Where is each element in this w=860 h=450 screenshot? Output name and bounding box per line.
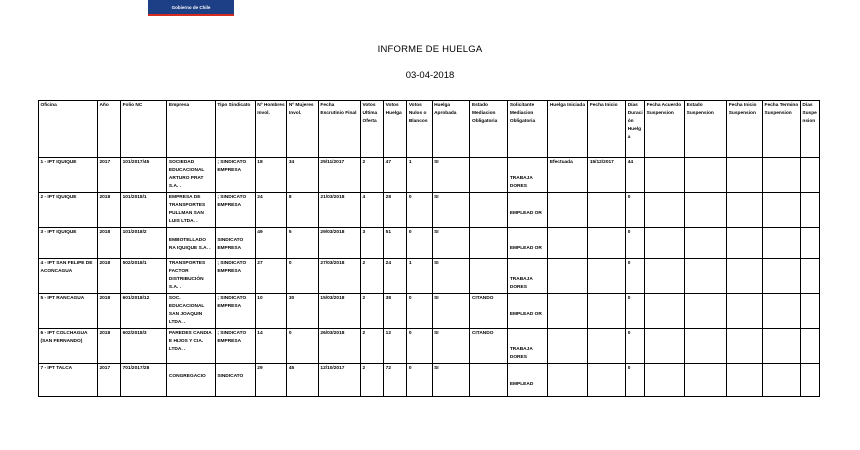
oficina-cell [39, 294, 98, 329]
column-header: Empresa [167, 101, 215, 158]
suspension-end-cell [763, 294, 801, 329]
column-header: Huelga Aprobada [432, 101, 470, 158]
oficina-text: 6 - IPT COLCHAGUA (SAN FERNANDO) [40, 331, 88, 344]
suspension-status-cell [685, 158, 727, 193]
men-count-text: 10 [257, 296, 263, 301]
folio-cell [121, 329, 167, 364]
strike-started-text: Efectuada [549, 160, 573, 165]
women-count-cell [287, 193, 319, 228]
company-text: SOCIEDAD EDUCACIONAL ARTURO PRAT S.A. . [168, 160, 205, 189]
column-header: Fecha Acuerdo Suspension [645, 101, 685, 158]
suspension-start-cell [727, 158, 763, 193]
year-text: 2018 [99, 230, 111, 235]
strike-votes-cell [384, 158, 407, 193]
suspension-start-cell [727, 329, 763, 364]
column-header: Tipo Sindicato [215, 101, 255, 158]
women-count-cell [287, 294, 319, 329]
men-count-text: 27 [257, 261, 263, 266]
company-cell [167, 294, 215, 329]
men-count-text: 14 [257, 331, 263, 336]
company-cell [167, 158, 215, 193]
null-votes-cell [407, 329, 432, 364]
null-votes-cell [407, 294, 432, 329]
last-offer-votes-cell [361, 294, 384, 329]
folio-text: 101/2018/2 [122, 230, 147, 235]
oficina-cell [39, 329, 98, 364]
table-row [39, 329, 820, 364]
last-offer-votes-cell [361, 228, 384, 259]
suspension-status-cell [685, 259, 727, 294]
folio-text: 101/2018/1 [122, 195, 147, 200]
women-count-text: 34 [288, 160, 295, 165]
strike-approved-cell [432, 294, 470, 329]
strike-votes-cell [384, 228, 407, 259]
company-cell [167, 329, 215, 364]
men-count-cell [255, 193, 287, 228]
column-header: Días Suspension [800, 101, 819, 158]
year-text: 2018 [99, 296, 111, 301]
strike-votes-text: 12 [385, 331, 392, 336]
start-date-cell [588, 259, 626, 294]
last-offer-votes-text: 2 [362, 331, 366, 336]
union-type-text: ; SINDICATO EMPRESA [217, 296, 247, 309]
men-count-cell [255, 228, 287, 259]
column-header: Estado Suspension [685, 101, 727, 158]
final-count-date-cell [318, 228, 360, 259]
strike-votes-cell [384, 294, 407, 329]
union-type-text: ; SINDICATO EMPRESA [217, 160, 247, 173]
men-count-cell [255, 259, 287, 294]
company-text: EMBOTELLADO RA IQUIQUE S.A. . [168, 238, 211, 251]
column-header: Huelga Iniciada [548, 101, 588, 158]
mediation-status-cell [470, 364, 508, 397]
suspension-agreement-date-cell [645, 193, 685, 228]
strike-days-text: 44 [627, 160, 634, 165]
table-row [39, 193, 820, 228]
strike-approved-text: SI [434, 261, 439, 266]
last-offer-votes-text: 3 [362, 230, 366, 235]
year-cell [97, 329, 120, 364]
final-count-date-cell [318, 329, 360, 364]
oficina-cell [39, 364, 98, 397]
last-offer-votes-text: 2 [362, 261, 366, 266]
logo-text: Gobierno de Chile [171, 4, 211, 10]
women-count-cell [287, 364, 319, 397]
mediation-requester-cell [508, 364, 548, 397]
year-cell [97, 259, 120, 294]
folio-text: 101/2017/45 [122, 160, 150, 165]
column-header: Folio NC [121, 101, 167, 158]
strike-approved-text: SI [434, 296, 439, 301]
null-votes-cell [407, 259, 432, 294]
folio-text: 701/2017/28 [122, 366, 150, 371]
null-votes-cell [407, 158, 432, 193]
men-count-text: 24 [257, 195, 263, 200]
null-votes-cell [407, 193, 432, 228]
men-count-text: 29 [257, 366, 263, 371]
women-count-text: 8 [288, 195, 292, 200]
start-date-text: 15/12/2017 [589, 160, 614, 165]
year-cell [97, 228, 120, 259]
suspension-agreement-date-cell [645, 228, 685, 259]
table-row [39, 228, 820, 259]
suspension-days-cell [800, 228, 819, 259]
mediation-status-cell [470, 158, 508, 193]
table-row [39, 364, 820, 397]
mediation-requester-cell [508, 193, 548, 228]
final-count-date-text: 29/11/2017 [320, 160, 345, 165]
oficina-text: 3 - IPT IQUIQUE [40, 230, 77, 235]
suspension-status-cell [685, 228, 727, 259]
table-row [39, 259, 820, 294]
last-offer-votes-text: 4 [362, 195, 366, 200]
suspension-days-cell [800, 329, 819, 364]
strike-approved-text: SI [434, 195, 439, 200]
null-votes-cell [407, 364, 432, 397]
start-date-cell [588, 158, 626, 193]
null-votes-text: 0 [408, 195, 412, 200]
last-offer-votes-cell [361, 364, 384, 397]
year-cell [97, 364, 120, 397]
column-header: Solicitante Mediacion Obligatoria [508, 101, 548, 158]
mediation-requester-cell [508, 259, 548, 294]
start-date-cell [588, 364, 626, 397]
strike-approved-cell [432, 158, 470, 193]
suspension-agreement-date-cell [645, 294, 685, 329]
oficina-cell [39, 228, 98, 259]
women-count-text: 45 [288, 366, 295, 371]
mediation-status-cell [470, 329, 508, 364]
strike-days-text: 0 [627, 230, 631, 235]
strike-started-cell [548, 294, 588, 329]
last-offer-votes-cell [361, 158, 384, 193]
union-type-cell [215, 364, 255, 397]
union-type-cell [215, 158, 255, 193]
strike-votes-cell [384, 364, 407, 397]
mediation-requester-cell [508, 329, 548, 364]
year-text: 2017 [99, 160, 111, 165]
mediation-requester-text: EMPLEAD OR [509, 246, 542, 251]
mediation-status-text: CITANDO [471, 331, 494, 336]
final-count-date-cell [318, 294, 360, 329]
folio-cell [121, 259, 167, 294]
strike-approved-text: SI [434, 160, 439, 165]
company-text: CONGREGACIO [168, 374, 206, 379]
strike-votes-text: 28 [385, 195, 392, 200]
women-count-cell [287, 158, 319, 193]
year-text: 2018 [99, 195, 111, 200]
company-text: EMPRESA DE TRANSPORTES PULLMAN SAN LUIS LTDA. . [168, 195, 206, 224]
women-count-text: 0 [288, 261, 292, 266]
mediation-requester-cell [508, 228, 548, 259]
men-count-cell [255, 158, 287, 193]
strike-days-cell [626, 228, 645, 259]
strike-days-text: 0 [627, 195, 631, 200]
final-count-date-cell [318, 259, 360, 294]
strike-votes-cell [384, 259, 407, 294]
men-count-cell [255, 294, 287, 329]
strike-started-cell [548, 259, 588, 294]
strike-approved-cell [432, 364, 470, 397]
column-header: Fecha Termino Suspension [763, 101, 801, 158]
folio-cell [121, 158, 167, 193]
year-cell [97, 193, 120, 228]
final-count-date-text: 21/03/2018 [320, 195, 345, 200]
suspension-start-cell [727, 364, 763, 397]
column-header: Votos Ultima Oferta [361, 101, 384, 158]
mediation-requester-text: TRABAJA DORES [509, 347, 533, 360]
folio-text: 601/2018/12 [122, 296, 150, 301]
company-text: SOC. EDUCACIONAL SAN JOAQUIN LTDA. . [168, 296, 205, 325]
mediation-requester-text: EMPLEAD OR [509, 312, 542, 317]
table-header-row [39, 101, 820, 158]
company-cell [167, 259, 215, 294]
women-count-text: 0 [288, 331, 292, 336]
last-offer-votes-text: 2 [362, 296, 366, 301]
folio-text: 602/2018/3 [122, 331, 147, 336]
union-type-cell [215, 193, 255, 228]
strike-votes-text: 24 [385, 261, 392, 266]
union-type-text: ; SINDICATO EMPRESA [217, 195, 247, 208]
suspension-days-cell [800, 259, 819, 294]
women-count-cell [287, 259, 319, 294]
suspension-days-cell [800, 294, 819, 329]
oficina-text: 7 - IPT TALCA [40, 366, 73, 371]
start-date-cell [588, 228, 626, 259]
strike-approved-text: SI [434, 230, 439, 235]
strike-votes-cell [384, 193, 407, 228]
mediation-requester-text: EMPLEAD [509, 382, 534, 387]
last-offer-votes-cell [361, 193, 384, 228]
suspension-start-cell [727, 294, 763, 329]
men-count-text: 18 [257, 160, 263, 165]
men-count-cell [255, 329, 287, 364]
strike-approved-text: SI [434, 366, 439, 371]
suspension-agreement-date-cell [645, 158, 685, 193]
suspension-agreement-date-cell [645, 329, 685, 364]
null-votes-cell [407, 228, 432, 259]
suspension-days-cell [800, 193, 819, 228]
strike-days-cell [626, 364, 645, 397]
strike-approved-cell [432, 228, 470, 259]
strike-days-text: 0 [627, 331, 631, 336]
year-cell [97, 158, 120, 193]
suspension-status-cell [685, 294, 727, 329]
column-header: Año [97, 101, 120, 158]
mediation-requester-cell [508, 158, 548, 193]
final-count-date-cell [318, 158, 360, 193]
final-count-date-text: 12/10/2017 [320, 366, 345, 371]
strike-votes-text: 47 [385, 160, 392, 165]
suspension-end-cell [763, 259, 801, 294]
mediation-requester-text: EMPLEAD OR [509, 211, 542, 216]
union-type-text: SINDICATO EMPRESA [217, 238, 244, 251]
start-date-cell [588, 329, 626, 364]
last-offer-votes-cell [361, 259, 384, 294]
suspension-end-cell [763, 364, 801, 397]
strike-votes-text: 38 [385, 296, 392, 301]
null-votes-text: 0 [408, 230, 412, 235]
union-type-text: SINDICATO [217, 374, 244, 379]
null-votes-text: 1 [408, 261, 412, 266]
column-header: Votos Nulos o Blancos [407, 101, 432, 158]
oficina-text: 4 - IPT SAN FELIPE DE ACONCAGUA [40, 261, 93, 274]
final-count-date-cell [318, 193, 360, 228]
strike-days-text: 0 [627, 296, 631, 301]
suspension-end-cell [763, 228, 801, 259]
strike-days-cell [626, 259, 645, 294]
union-type-text: ; SINDICATO EMPRESA [217, 261, 247, 274]
company-cell [167, 364, 215, 397]
suspension-end-cell [763, 158, 801, 193]
suspension-status-cell [685, 364, 727, 397]
null-votes-text: 1 [408, 160, 412, 165]
oficina-cell [39, 193, 98, 228]
company-cell [167, 193, 215, 228]
women-count-cell [287, 329, 319, 364]
folio-cell [121, 294, 167, 329]
strike-days-cell [626, 193, 645, 228]
strike-approved-cell [432, 329, 470, 364]
report-date: 03-04-2018 [405, 70, 455, 81]
women-count-text: 30 [288, 296, 295, 301]
suspension-agreement-date-cell [645, 259, 685, 294]
final-count-date-text: 26/03/2018 [320, 331, 345, 336]
strike-votes-text: 72 [385, 366, 392, 371]
suspension-agreement-date-cell [645, 364, 685, 397]
suspension-status-cell [685, 193, 727, 228]
women-count-text: 5 [288, 230, 292, 235]
company-cell [167, 228, 215, 259]
strike-approved-cell [432, 193, 470, 228]
strike-days-cell [626, 329, 645, 364]
column-header: Días Duración Huelga [626, 101, 645, 158]
mediation-status-cell [470, 193, 508, 228]
oficina-text: 2 - IPT IQUIQUE [40, 195, 77, 200]
strike-votes-text: 51 [385, 230, 392, 235]
oficina-text: 5 - IPT RANCAGUA [40, 296, 85, 301]
strike-approved-cell [432, 259, 470, 294]
strike-approved-text: SI [434, 331, 439, 336]
men-count-cell [255, 364, 287, 397]
final-count-date-text: 29/03/2018 [320, 230, 345, 235]
suspension-start-cell [727, 228, 763, 259]
column-header: Fecha Inicio Suspension [727, 101, 763, 158]
column-header: Nº Hombres Invol. [255, 101, 287, 158]
folio-text: 502/2018/1 [122, 261, 147, 266]
suspension-status-cell [685, 329, 727, 364]
company-text: TRANSPORTES FACTOR DISTRIBUCIÓN S.A. . [168, 261, 206, 290]
union-type-text: ; SINDICATO EMPRESA [217, 331, 247, 344]
strike-started-cell [548, 158, 588, 193]
year-text: 2018 [99, 261, 111, 266]
year-cell [97, 294, 120, 329]
table-body [39, 158, 820, 397]
last-offer-votes-cell [361, 329, 384, 364]
mediation-status-text: CITANDO [471, 296, 494, 301]
strike-report-table [38, 100, 820, 397]
strike-days-text: 0 [627, 366, 631, 371]
report-title: INFORME DE HUELGA [377, 44, 483, 55]
union-type-cell [215, 329, 255, 364]
oficina-cell [39, 158, 98, 193]
strike-days-text: 0 [627, 261, 631, 266]
table-row [39, 294, 820, 329]
gobierno-logo [148, 0, 234, 16]
strike-started-cell [548, 329, 588, 364]
oficina-cell [39, 259, 98, 294]
null-votes-text: 0 [408, 366, 412, 371]
men-count-text: 49 [257, 230, 263, 235]
strike-days-cell [626, 158, 645, 193]
mediation-status-cell [470, 228, 508, 259]
strike-votes-cell [384, 329, 407, 364]
strike-days-cell [626, 294, 645, 329]
strike-started-cell [548, 193, 588, 228]
null-votes-text: 0 [408, 331, 412, 336]
column-header: Oficina [39, 101, 98, 158]
union-type-cell [215, 259, 255, 294]
column-header: Votos Huelga [384, 101, 407, 158]
folio-cell [121, 364, 167, 397]
mediation-requester-text: TRABAJA DORES [509, 277, 533, 290]
year-text: 2018 [99, 331, 111, 336]
union-type-cell [215, 228, 255, 259]
suspension-end-cell [763, 329, 801, 364]
last-offer-votes-text: 2 [362, 366, 366, 371]
table-row [39, 158, 820, 193]
union-type-cell [215, 294, 255, 329]
suspension-start-cell [727, 259, 763, 294]
final-count-date-text: 27/03/2018 [320, 261, 345, 266]
women-count-cell [287, 228, 319, 259]
column-header: Fecha Escrutinio Final [318, 101, 360, 158]
suspension-start-cell [727, 193, 763, 228]
final-count-date-text: 15/03/2018 [320, 296, 345, 301]
suspension-end-cell [763, 193, 801, 228]
company-text: PAREDES CANDIA E HIJOS Y CIA. LTDA. . [168, 331, 212, 352]
year-text: 2017 [99, 366, 111, 371]
column-header: Estado Mediacion Obligatoria [470, 101, 508, 158]
column-header: Fecha Inicio [588, 101, 626, 158]
suspension-days-cell [800, 364, 819, 397]
final-count-date-cell [318, 364, 360, 397]
oficina-text: 1 - IPT IQUIQUE [40, 160, 77, 165]
folio-cell [121, 193, 167, 228]
strike-started-cell [548, 228, 588, 259]
last-offer-votes-text: 2 [362, 160, 366, 165]
strike-started-cell [548, 364, 588, 397]
start-date-cell [588, 193, 626, 228]
mediation-requester-cell [508, 294, 548, 329]
mediation-requester-text: TRABAJA DORES [509, 176, 533, 189]
column-header: Nº Mujeres Invol. [287, 101, 319, 158]
mediation-status-cell [470, 259, 508, 294]
null-votes-text: 0 [408, 296, 412, 301]
mediation-status-cell [470, 294, 508, 329]
suspension-days-cell [800, 158, 819, 193]
start-date-cell [588, 294, 626, 329]
folio-cell [121, 228, 167, 259]
